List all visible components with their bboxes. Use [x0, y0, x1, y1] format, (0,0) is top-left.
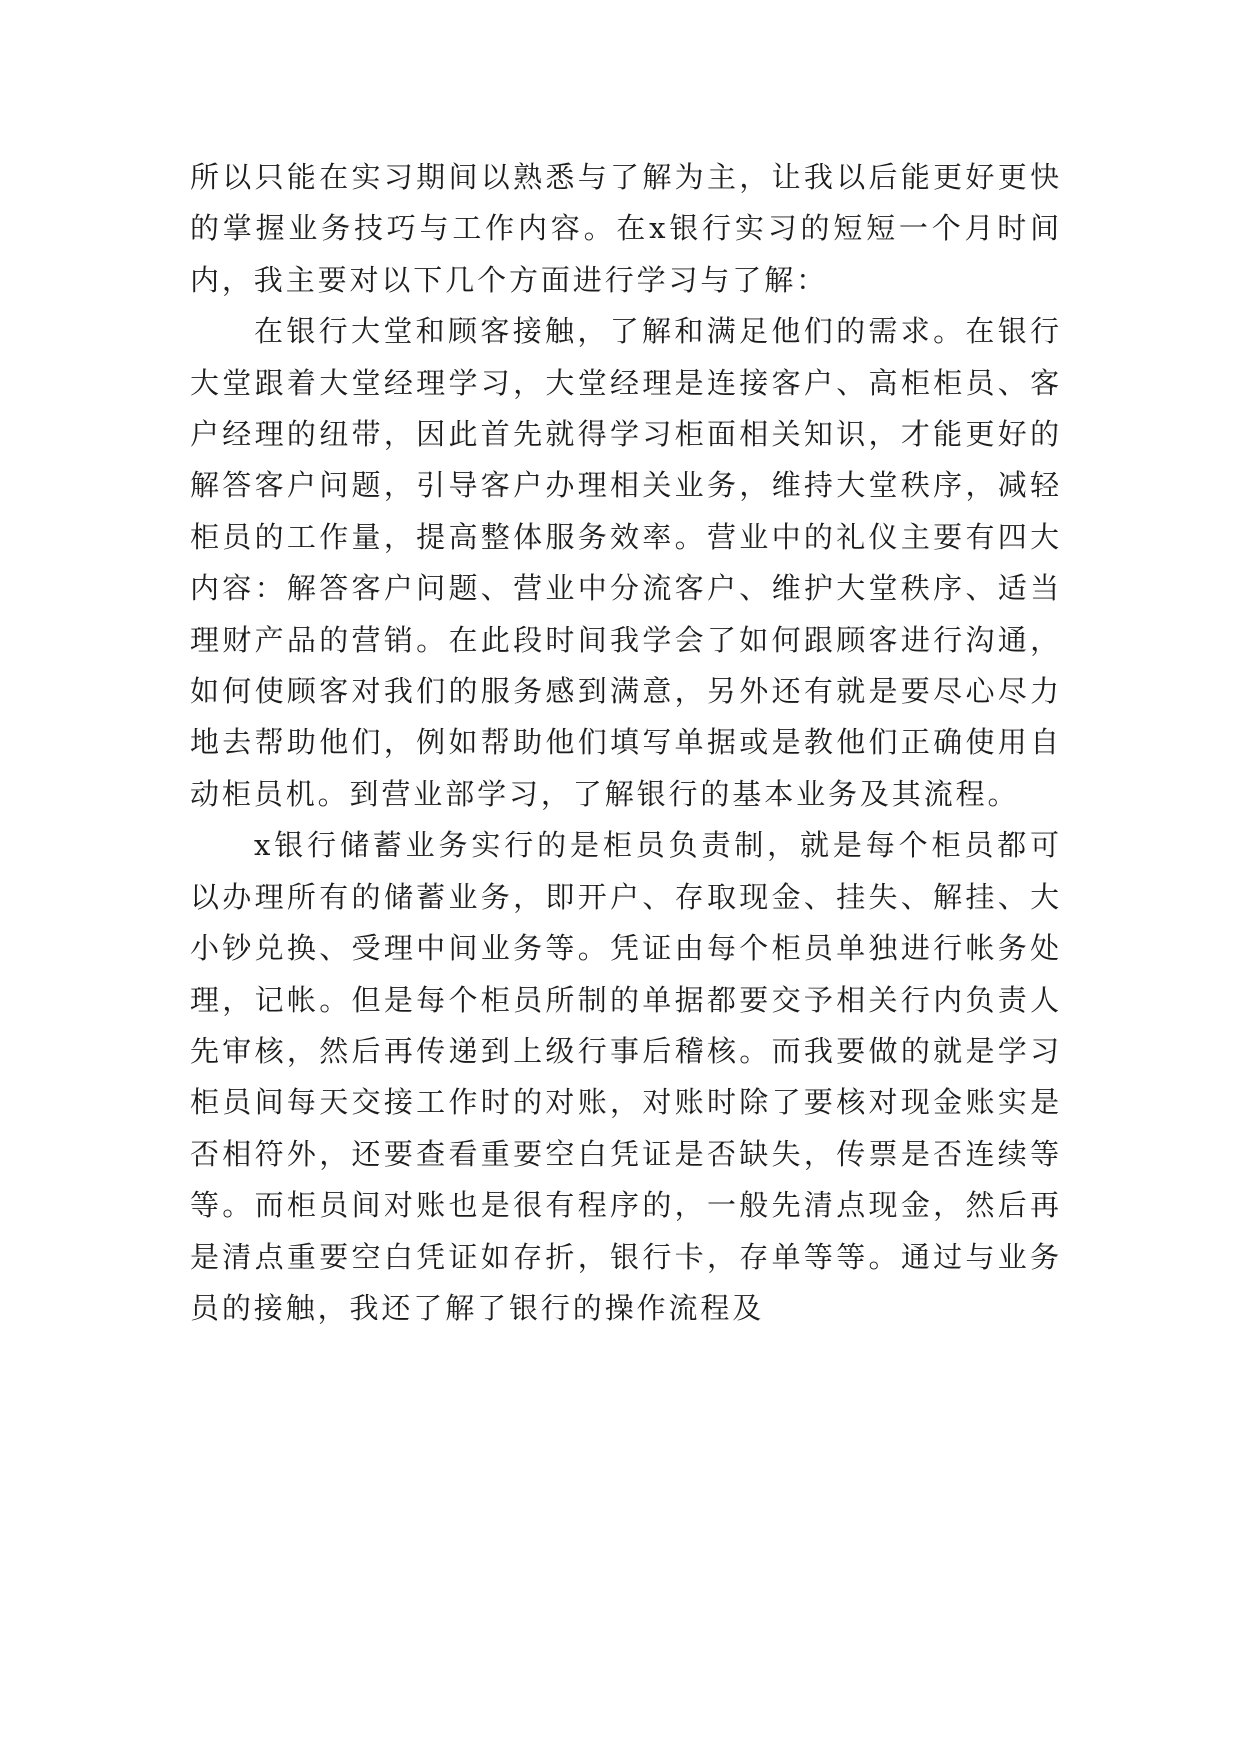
paragraph-continuation: 所以只能在实习期间以熟悉与了解为主，让我以后能更好更快的掌握业务技巧与工作内容。在x银行实习的短短一个月时间内，我主要对以下几个方面进行学习与了解：	[190, 160, 1062, 297]
paragraph-lobby-service: 在银行大堂和顾客接触，了解和满足他们的需求。在银行大堂跟着大堂经理学习，大堂经理是连接客户、高柜柜员、客户经理的纽带，因此首先就得学习柜面相关知识，才能更好的解答客户问题，引导客户办理相关业务，维持大堂秩序，减轻柜员的工作量，提高整体服务效率。营业中的礼仪主要有四大内容：解答客户问题、营业中分流客户、维护大堂秩序、适当理财产品的营销。在此段时间我学会了如何跟顾客进行沟通，如何使顾客对我们的服务感到满意，另外还有就是要尽心尽力地去帮助他们，例如帮助他们填写单据或是教他们正确使用自动柜员机。到营业部学习，了解银行的基本业务及其流程。	[190, 314, 1062, 811]
paragraph-teller-responsibility: x银行储蓄业务实行的是柜员负责制，就是每个柜员都可以办理所有的储蓄业务，即开户、存取现金、挂失、解挂、大小钞兑换、受理中间业务等。凭证由每个柜员单独进行帐务处理，记帐。但是每个柜员所制的单据都要交予相关行内负责人先审核，然后再传递到上级行事后稽核。而我要做的就是学习柜员间每天交接工作时的对账，对账时除了要核对现金账实是否相符外，还要查看重要空白凭证是否缺失，传票是否连续等等。而柜员间对账也是很有程序的，一般先清点现金，然后再是清点重要空白凭证如存折，银行卡，存单等等。通过与业务员的接触，我还了解了银行的操作流程及	[190, 828, 1062, 1325]
document-body	[190, 152, 1062, 1334]
